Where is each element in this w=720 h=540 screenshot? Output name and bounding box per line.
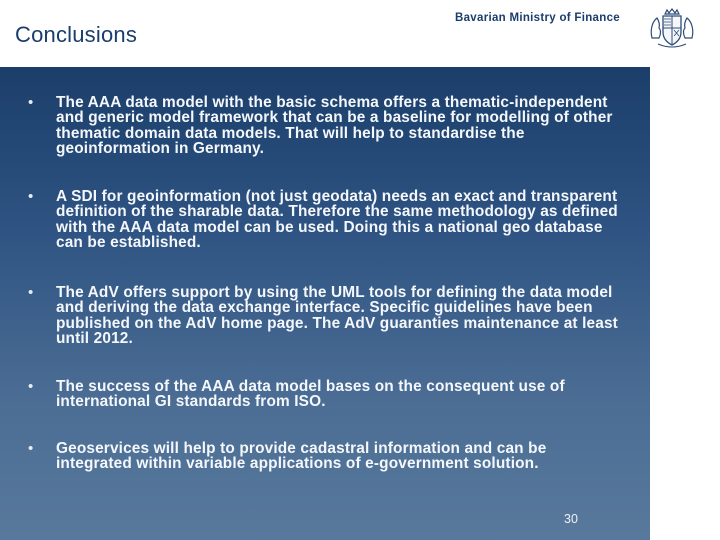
organization-name: Bavarian Ministry of Finance [455, 12, 620, 24]
bullet-icon: • [28, 378, 34, 395]
bullet-text: The AdV offers support by using the UML tools for defining the data model and deriving the data exchange interface. Specific guidelines have been published on the AdV home page. The AdV guaranties maintenance at least until 2012. [56, 284, 618, 347]
bullet-text: A SDI for geoinformation (not just geodata) needs an exact and transparent definition of the sharable data. Therefore the same methodology as defined with the AAA data model can be used. Doing this a national geo database can be established. [56, 188, 618, 251]
bavarian-coat-of-arms-icon [648, 8, 696, 50]
content-panel [0, 67, 650, 540]
bullet-text: The success of the AAA data model bases on the consequent use of international GI standards from ISO. [56, 378, 565, 411]
page-number: 30 [564, 512, 578, 526]
bullet-icon: • [28, 94, 34, 111]
bullet-text: Geoservices will help to provide cadastral information and can be integrated within variable applications of e-government solution. [56, 440, 547, 473]
bullet-icon: • [28, 188, 34, 205]
bullet-icon: • [28, 440, 34, 457]
bullet-icon: • [28, 284, 34, 301]
bullet-text: The AAA data model with the basic schema offers a thematic-independent and generic model framework that can be a baseline for modelling of other thematic domain data models. That will help to standardise the geoinformation in Germany. [56, 94, 613, 157]
slide-title: Conclusions [15, 22, 138, 47]
